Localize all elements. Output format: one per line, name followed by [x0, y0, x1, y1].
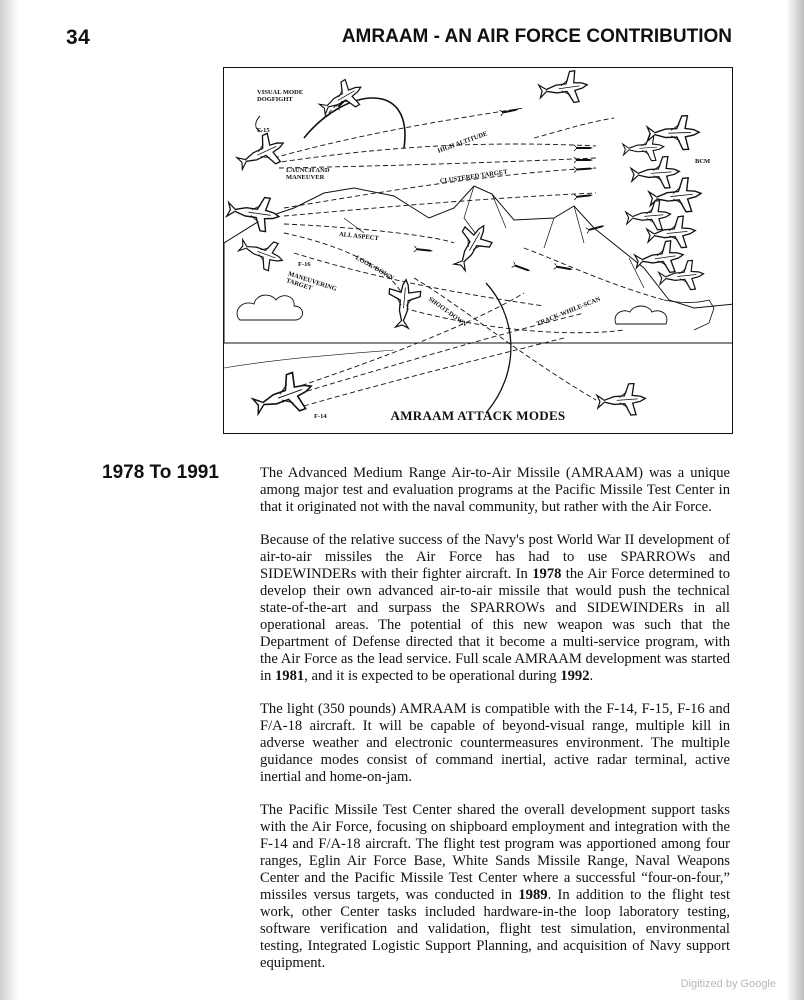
section-heading: 1978 To 1991: [102, 462, 219, 483]
paragraph-4-text: . In addition to the flight test work, other Center tasks included hardware-in-the loop laboratory testing, software verification and validation, flight test simulation, environmental testing, Integrated Logistic Support Planning, and acquisition of Navy support equipment.: [260, 887, 731, 971]
label-visual-mode-dogfight: VISUAL MODE DOGFIGHT: [257, 89, 304, 103]
label-f14: F-14: [314, 413, 327, 420]
year-1981: 1981: [275, 668, 305, 684]
year-1978: 1978: [532, 566, 562, 582]
route-all-aspect: ALL ASPECT: [338, 231, 380, 243]
paragraph-1: The Advanced Medium Range Air-to-Air Missile (AMRAAM) was a unique among major test and evaluation programs at the Pacific Missile Test Center in that it originated not with the naval community, but rather with the Air Force.: [260, 465, 730, 515]
paragraph-4: [260, 802, 730, 972]
paragraph-2-text: .: [589, 668, 594, 684]
route-shoot-down: SHOOT-DOWN: [426, 295, 468, 329]
year-1992: 1992: [560, 668, 590, 684]
route-track-while-scan: TRACK-WHILE-SCAN: [535, 295, 602, 328]
running-title: AMRAAM - AN AIR FORCE CONTRIBUTION: [341, 26, 732, 47]
paragraph-3: The light (350 pounds) AMRAAM is compatible with the F-14, F-15, F-16 and F/A-18 aircraft. It will be capable of beyond-visual range, multiple kill in adverse weather and electronic countermeasures environment. The multiple guidance modes consist of command inertial, active radar terminal, active inertial and home-on-jam.: [260, 701, 730, 785]
year-1989: 1989: [518, 887, 548, 903]
paragraph-2-text: Because of the relative success of the Navy's post World War II development of air-to-air missiles the Air Force has had to use SPARROWs and SIDEWINDERs with their fighter aircraft. In: [260, 532, 730, 582]
figure-illustration: [224, 68, 733, 434]
page-edge-shadow-right: [786, 0, 804, 1000]
amraam-attack-modes-figure: [223, 67, 733, 434]
route-high-altitude: HIGH ALTITUDE: [436, 130, 489, 155]
route-look-down: LOOK-DOWN: [354, 254, 395, 282]
label-bcm: BCM: [695, 158, 711, 165]
label-launch-and-maneuver: LAUNCH AND MANEUVER: [286, 167, 330, 181]
page-edge-shadow-left: [0, 0, 18, 1000]
digitized-watermark: Digitized by Google: [680, 978, 776, 990]
label-f15: F-15: [257, 127, 270, 134]
label-f16: F-16: [298, 261, 311, 268]
body-text: [260, 465, 730, 988]
paragraph-2-text: , and it is expected to be operational during: [304, 668, 561, 684]
figure-caption: AMRAAM ATTACK MODES: [390, 408, 566, 423]
label-maneuvering-target: MANEUVERING TARGET: [285, 270, 338, 293]
paragraph-2: [260, 532, 730, 685]
paragraph-4-text: The Pacific Missile Test Center shared the overall development support tasks with the Air Force, focusing on shipboard employment and integration with the F-14 and F/A-18 aircraft. The flight test program was apportioned among four ranges, Eglin Air Force Base, White Sands Missile Range, Naval Weapons Center and the Pacific Missile Test Center where a successful “four-on-four,” missiles versus targets, was conducted in: [260, 802, 730, 903]
route-clustered-target: CLUSTERED TARGET: [439, 168, 509, 185]
paragraph-2-text: the Air Force determined to develop their own advanced air-to-air missile that would push the technical state-of-the-art and surpass the SPARROWs and SIDEWINDERs in all operational areas. The potential of this new weapon was such that the Department of Defense directed that it become a multi-service program, with the Air Force as the lead service. Full scale AMRAAM development was started in: [260, 566, 730, 684]
page-number: 34: [66, 26, 91, 49]
